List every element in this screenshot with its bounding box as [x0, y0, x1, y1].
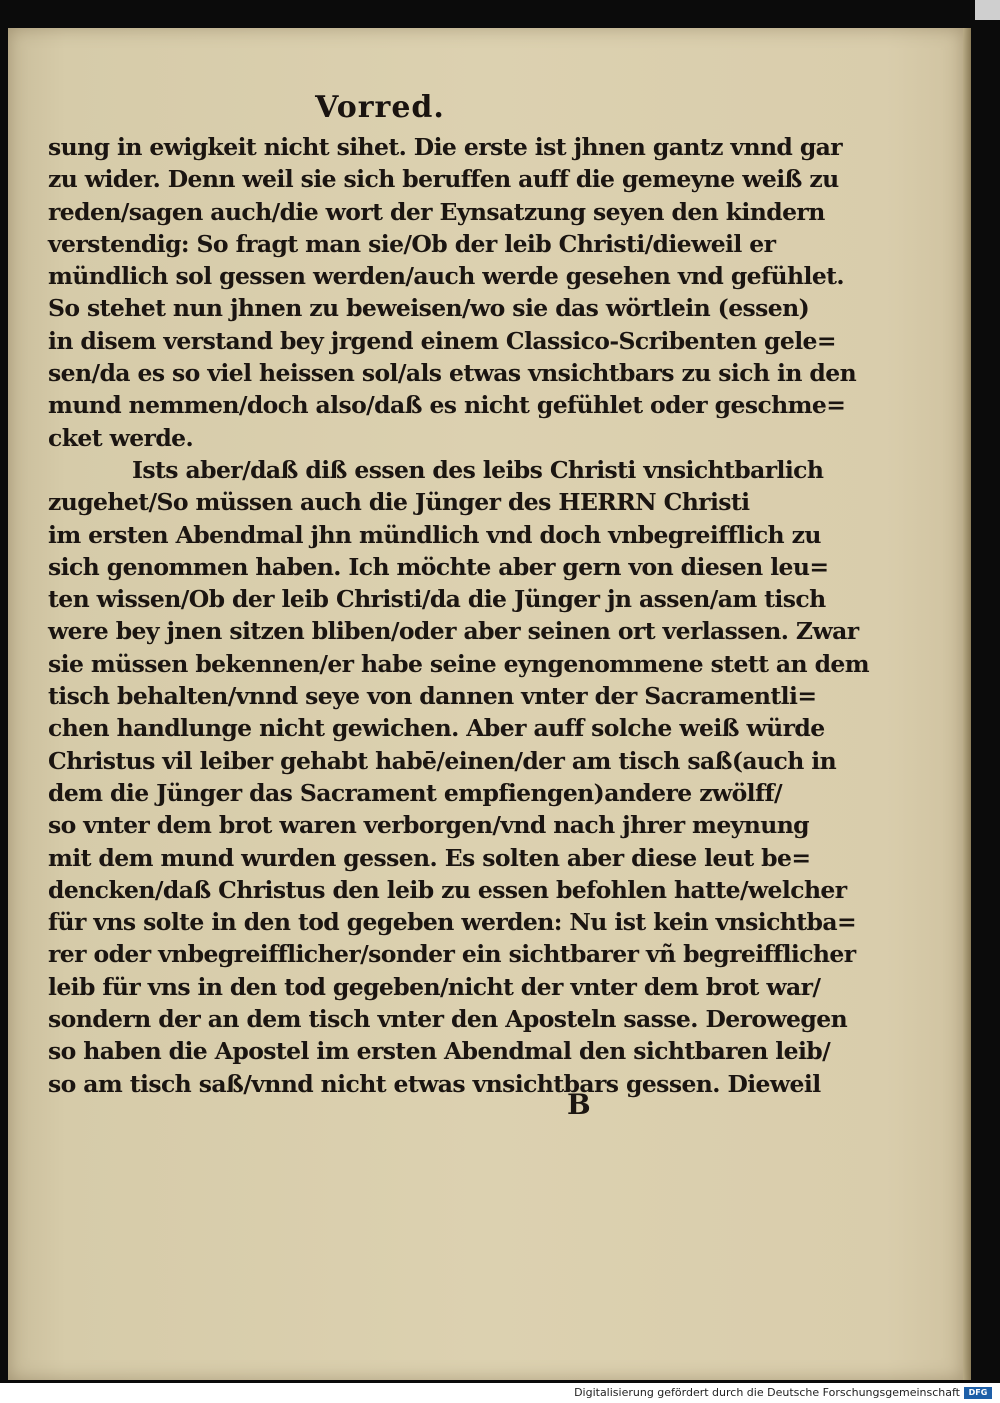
text-line: sen/da es so viel heissen sol/als etwas vnsichtbars zu sich in den: [48, 359, 857, 388]
body-text: [48, 131, 870, 1100]
binding-tape-top: [975, 0, 1000, 20]
text-line: für vns solte in den tod gegeben werden: Nu ist kein vnsichtba=: [48, 908, 857, 937]
page-edge: [963, 28, 971, 1380]
footer-bar: [0, 1383, 1000, 1403]
text-line: leib für vns in den tod gegeben/nicht der vnter dem brot war/: [48, 972, 821, 1001]
text-line: verstendig: So fragt man sie/Ob der leib Christi/dieweil er: [48, 229, 776, 258]
text-line: dem die Jünger das Sacrament empfiengen)andere zwölff/: [48, 778, 782, 807]
text-line: Christus vil leiber gehabt habē/einen/der am tisch saß(auch in: [48, 746, 837, 775]
funding-credit: Digitalisierung gefördert durch die Deutsche Forschungsgemeinschaft: [574, 1386, 960, 1399]
text-line: ten wissen/Ob der leib Christi/da die Jünger jn assen/am tisch: [48, 585, 826, 614]
paragraph-start-line: Ists aber/daß diß essen des leibs Christi vnsichtbarlich: [132, 455, 824, 484]
text-line: tisch behalten/vnnd seye von dannen vnter der Sacramentli=: [48, 682, 817, 711]
text-line: reden/sagen auch/die wort der Eynsatzung seyen den kindern: [48, 197, 825, 226]
text-line: zu wider. Denn weil sie sich beruffen auff die gemeyne weiß zu: [48, 165, 839, 194]
text-line: im ersten Abendmal jhn mündlich vnd doch vnbegreifflich zu: [48, 520, 821, 549]
text-line: mit dem mund wurden gessen. Es solten aber diese leut be=: [48, 843, 811, 872]
text-line: so vnter dem brot waren verborgen/vnd nach jhrer meynung: [48, 811, 810, 840]
text-line: mündlich sol gessen werden/auch werde gesehen vnd gefühlet.: [48, 262, 845, 291]
text-line: rer oder vnbegreifflicher/sonder ein sichtbarer vñ begreifflicher: [48, 940, 856, 969]
text-line: So stehet nun jhnen zu beweisen/wo sie das wörtlein (essen): [48, 294, 810, 323]
running-header: Vorred.: [315, 90, 445, 125]
text-line: cket werde.: [48, 423, 194, 452]
text-line: sung in ewigkeit nicht sihet. Die erste ist jhnen gantz vnnd gar: [48, 133, 843, 161]
text-line: were bey jnen sitzen bliben/oder aber seinen ort verlassen. Zwar: [48, 617, 859, 646]
text-line: chen handlunge nicht gewichen. Aber auff solche weiß würde: [48, 714, 825, 743]
text-line: so am tisch saß/vnnd nicht etwas vnsichtbars gessen. Dieweil: [48, 1069, 821, 1098]
dfg-logo-icon: DFG: [964, 1387, 992, 1399]
text-line: in disem verstand bey jrgend einem Classico-Scribenten gele=: [48, 326, 836, 355]
text-line: dencken/daß Christus den leib zu essen befohlen hatte/welcher: [48, 875, 847, 904]
text-line: so haben die Apostel im ersten Abendmal den sichtbaren leib/: [48, 1037, 831, 1066]
text-line: zugehet/So müssen auch die Jünger des HERRN Christi: [48, 488, 750, 517]
text-line: sich genommen haben. Ich möchte aber gern von diesen leu=: [48, 552, 829, 581]
text-line: sie müssen bekennen/er habe seine eyngenommene stett an dem: [48, 649, 870, 678]
text-line: sondern der an dem tisch vnter den Aposteln sasse. Derowegen: [48, 1005, 848, 1034]
text-line: mund nemmen/doch also/daß es nicht gefühlet oder geschme=: [48, 391, 846, 420]
signature-mark: B: [567, 1088, 591, 1121]
